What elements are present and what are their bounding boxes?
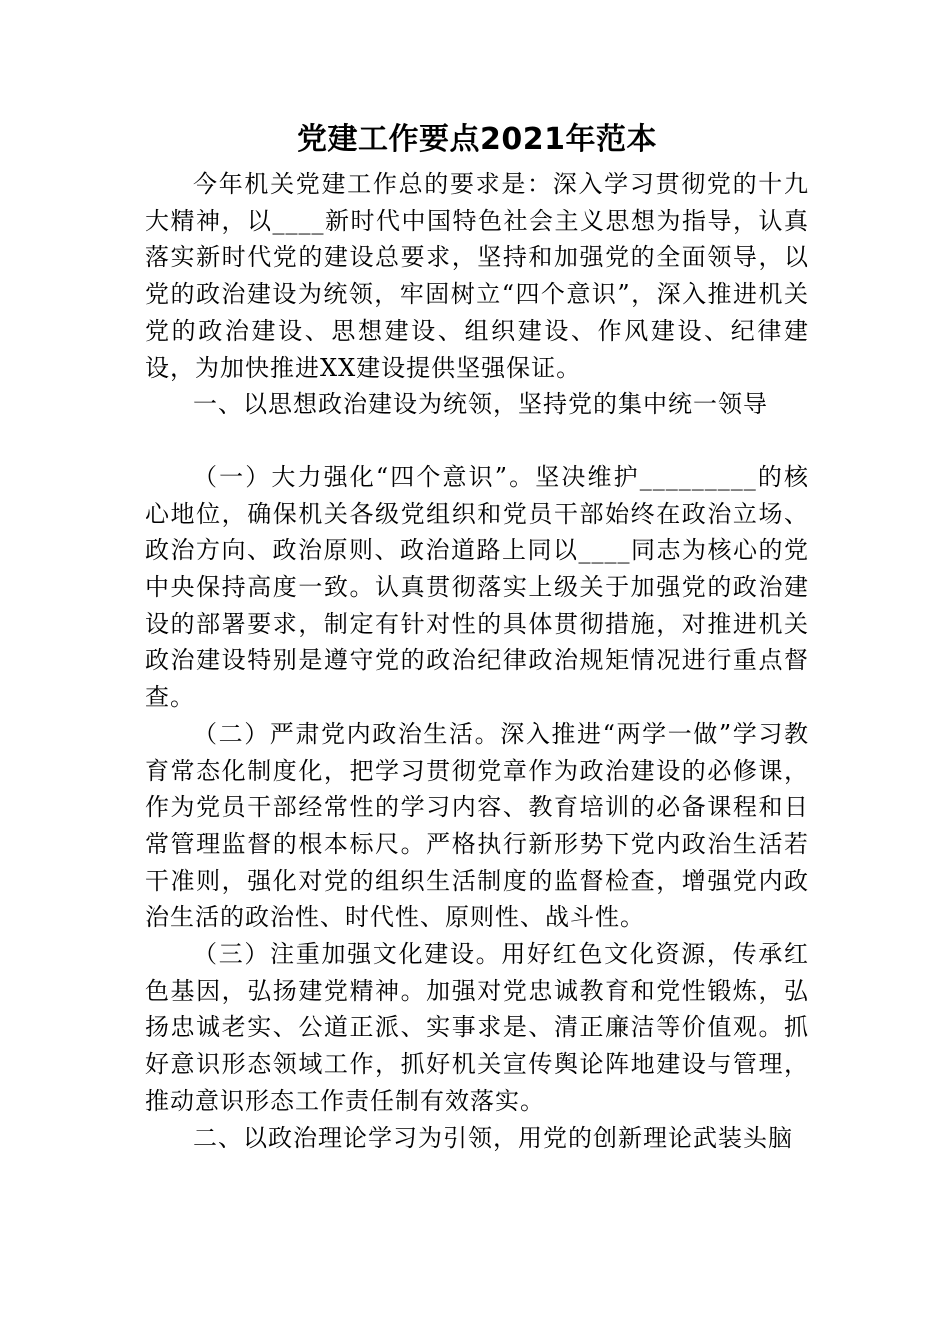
section-heading-1: 一、以思想政治建设为统领，坚持党的集中统一领导 [193, 390, 768, 419]
section-heading-2: 二、以政治理论学习为引领，用党的创新理论武装头脑 [193, 1123, 793, 1152]
document-title: 党建工作要点2021年范本 [297, 122, 657, 157]
document-page [145, 118, 809, 1156]
subsection-paragraph-3: （三）注重加强文化建设。用好红色文化资源，传承红色基因，弘扬建党精神。加强对党忠诚教育和党性锻炼，弘扬忠诚老实、公道正派、实事求是、清正廉洁等价值观。抓好意识形态领域工作，抓好机关宣传舆论阵地建设与管理，推动意识形态工作责任制有效落实。 [145, 940, 809, 1115]
intro-paragraph: 今年机关党建工作总的要求是：深入学习贯彻党的十九大精神，以____新时代中国特色社会主义思想为指导，认真落实新时代党的建设总要求，坚持和加强党的全面领导，以党的政治建设为统领，牢固树立“四个意识”，深入推进机关党的政治建设、思想建设、组织建设、作风建设、纪律建设，为加快推进XX建设提供坚强保证。 [145, 170, 809, 382]
subsection-paragraph-1: （一）大力强化“四个意识”。坚决维护_________的核心地位，确保机关各级党组织和党员干部始终在政治立场、政治方向、政治原则、政治道路上同以____同志为核心的党中央保持高度一致。认真贯彻落实上级关于加强党的政治建设的部署要求，制定有针对性的具体贯彻措施，对推进机关政治建设特别是遵守党的政治纪律政治规矩情况进行重点督查。 [145, 462, 809, 712]
blank-line [145, 423, 809, 459]
subsection-paragraph-2: （二）严肃党内政治生活。深入推进“两学一做”学习教育常态化制度化，把学习贯彻党章作为政治建设的必修课，作为党员干部经常性的学习内容、教育培训的必备课程和日常管理监督的根本标尺。严格执行新形势下党内政治生活若干准则，强化对党的组织生活制度的监督检查，增强党内政治生活的政治性、时代性、原则性、战斗性。 [145, 719, 809, 932]
